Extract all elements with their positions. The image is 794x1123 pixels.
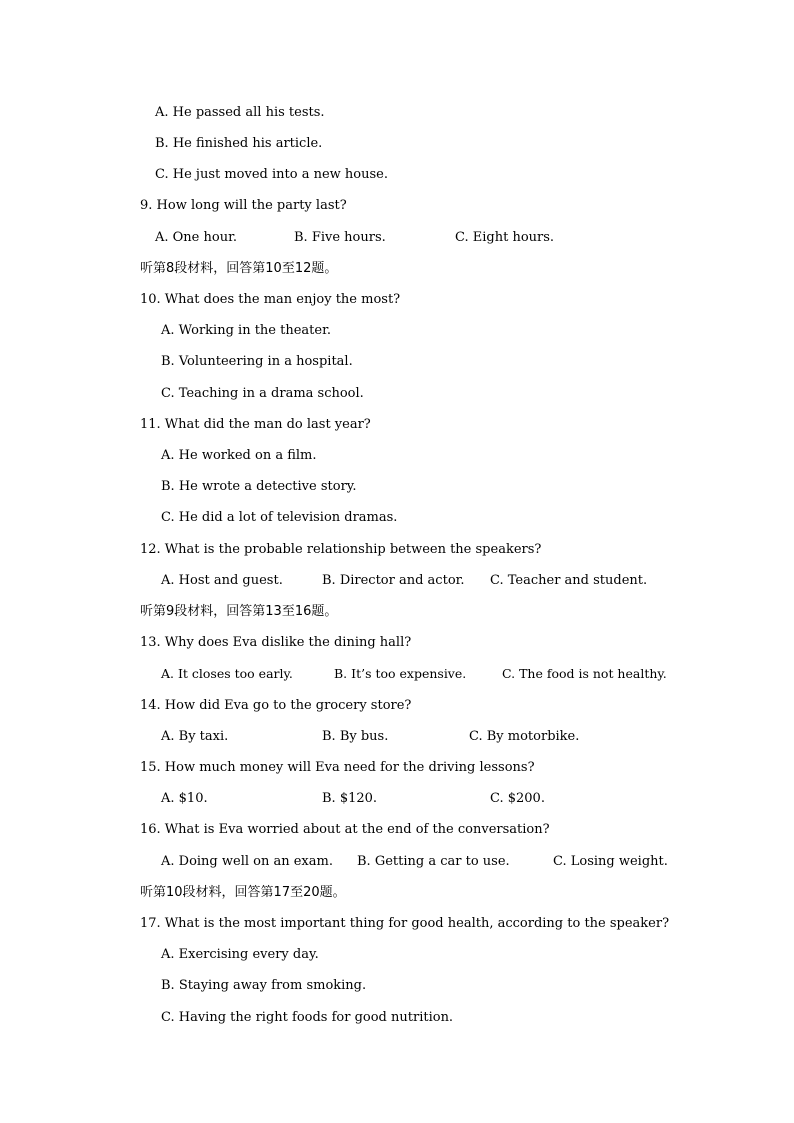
q11-option-c: C. He did a lot of television dramas. bbox=[161, 510, 398, 525]
q10-option-b: B. Volunteering in a hospital. bbox=[161, 354, 353, 369]
q13-option-a: A. It closes too early. bbox=[161, 666, 293, 681]
q17-option-b: B. Staying away from smoking. bbox=[161, 978, 367, 993]
q9-question: 9. How long will the party last? bbox=[140, 198, 347, 213]
q15-option-a: A. $10. bbox=[161, 791, 208, 806]
q16-option-c: C. Losing weight. bbox=[553, 854, 668, 869]
q8-option-a: A. He passed all his tests. bbox=[155, 105, 325, 120]
q14-option-b: B. By bus. bbox=[322, 729, 389, 744]
q9-option-a: A. One hour. bbox=[155, 230, 237, 245]
q11-option-b: B. He wrote a detective story. bbox=[161, 479, 357, 494]
q16-option-b: B. Getting a car to use. bbox=[357, 854, 510, 869]
q17-option-c: C. Having the right foods for good nutrition. bbox=[161, 1010, 454, 1025]
q17-question: 17. What is the most important thing for good health, according to the speaker? bbox=[140, 916, 670, 931]
q12-option-b: B. Director and actor. bbox=[322, 573, 465, 588]
q11-question: 11. What did the man do last year? bbox=[140, 417, 371, 432]
q12-option-c: C. Teacher and student. bbox=[490, 573, 648, 588]
q15-question: 15. How much money will Eva need for the driving lessons? bbox=[140, 760, 535, 775]
q9-option-b: B. Five hours. bbox=[294, 230, 386, 245]
q13-option-c: C. The food is not healthy. bbox=[502, 666, 667, 681]
q13-option-b: B. It’s too expensive. bbox=[334, 666, 467, 681]
q17-option-a: A. Exercising every day. bbox=[161, 947, 319, 962]
q10-question: 10. What does the man enjoy the most? bbox=[140, 292, 401, 307]
q14-question: 14. How did Eva go to the grocery store? bbox=[140, 698, 412, 713]
section-heading-10: 听第10段材料，回答第17至20题。 bbox=[140, 885, 346, 900]
q14-option-a: A. By taxi. bbox=[161, 729, 229, 744]
section-heading-8: 听第8段材料，回答第10至12题。 bbox=[140, 261, 338, 276]
q9-option-c: C. Eight hours. bbox=[455, 230, 555, 245]
q16-question: 16. What is Eva worried about at the end of the conversation? bbox=[140, 822, 550, 837]
q8-option-c: C. He just moved into a new house. bbox=[155, 167, 388, 182]
q15-option-b: B. $120. bbox=[322, 791, 378, 806]
q14-option-c: C. By motorbike. bbox=[469, 729, 580, 744]
q11-option-a: A. He worked on a film. bbox=[161, 448, 317, 463]
q16-option-a: A. Doing well on an exam. bbox=[161, 854, 333, 869]
q10-option-c: C. Teaching in a drama school. bbox=[161, 386, 364, 401]
q8-option-b: B. He finished his article. bbox=[155, 136, 323, 151]
q15-option-c: C. $200. bbox=[490, 791, 545, 806]
q10-option-a: A. Working in the theater. bbox=[161, 323, 331, 338]
q13-question: 13. Why does Eva dislike the dining hall? bbox=[140, 635, 412, 650]
q12-question: 12. What is the probable relationship between the speakers? bbox=[140, 542, 542, 557]
q12-option-a: A. Host and guest. bbox=[161, 573, 283, 588]
section-heading-9: 听第9段材料，回答第13至16题。 bbox=[140, 604, 338, 619]
